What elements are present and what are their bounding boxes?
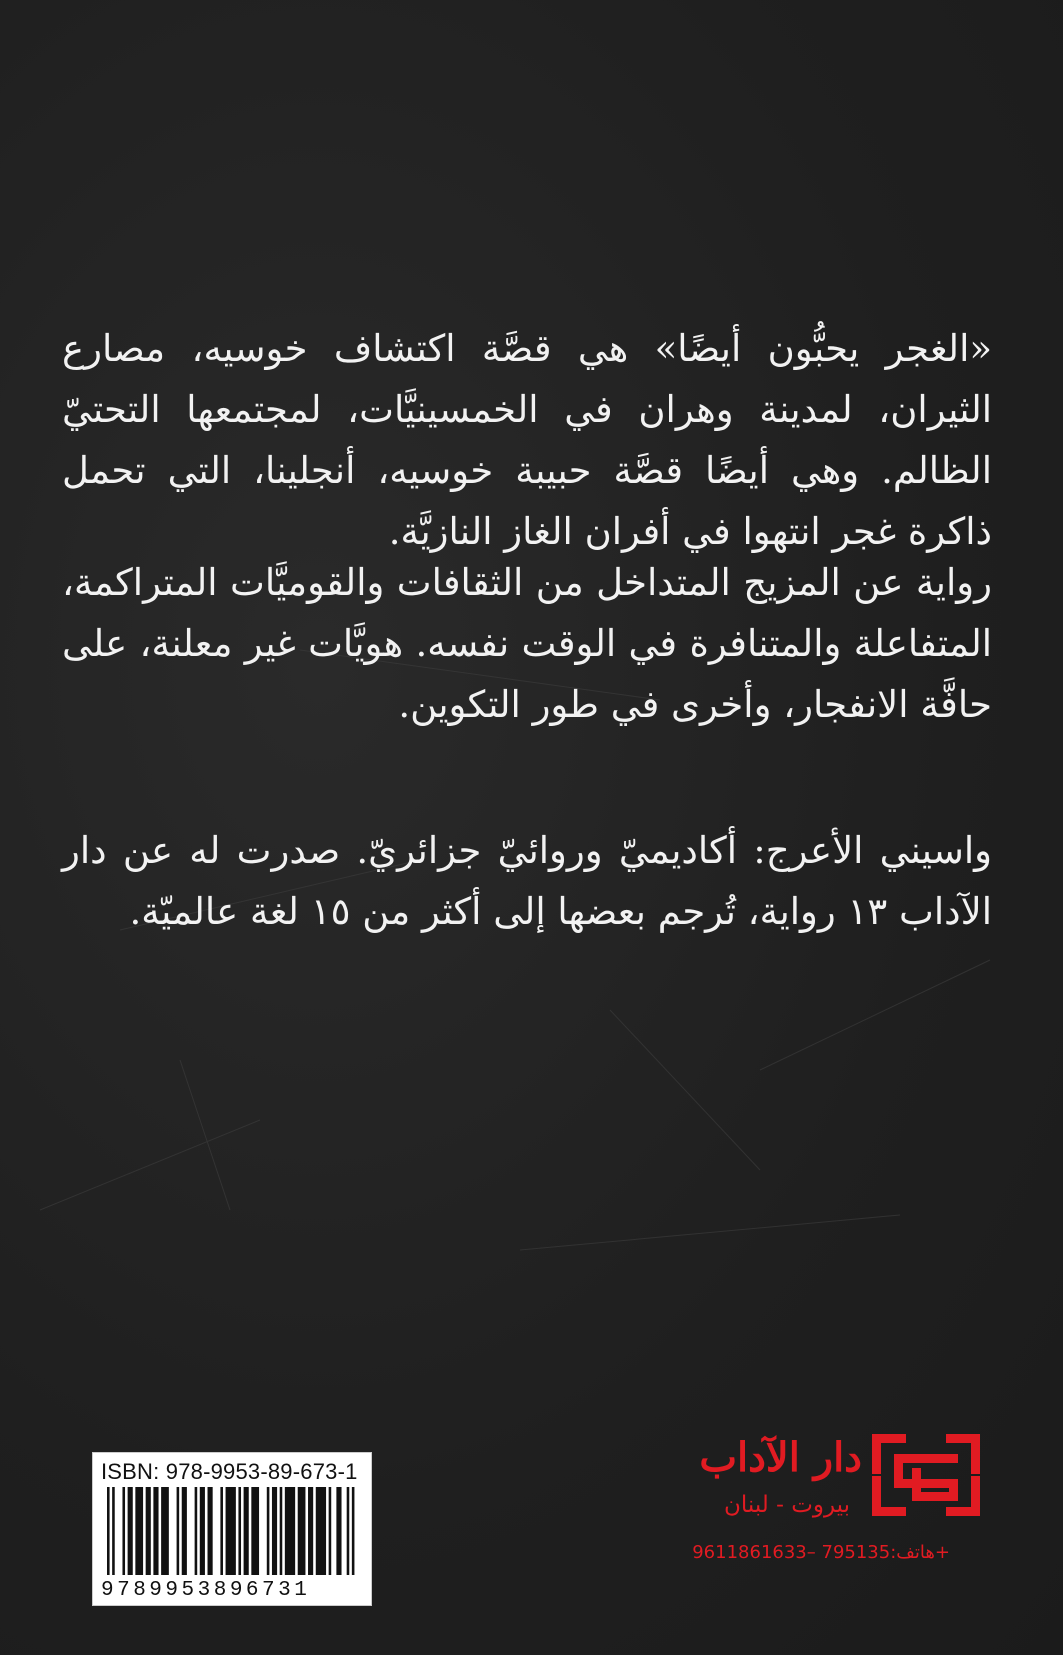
barcode-bar (220, 1487, 223, 1575)
barcode-bar (146, 1487, 151, 1575)
publisher-phone: هاتف:795135 –9611861633+ (692, 1542, 950, 1563)
barcode-bar (336, 1487, 341, 1575)
barcode-bar (251, 1487, 259, 1575)
barcode-bar (112, 1487, 115, 1575)
blurb-paragraph-2 (62, 552, 992, 735)
barcode-bar (272, 1487, 277, 1575)
barcode-bar (347, 1487, 350, 1575)
barcode-bar (161, 1487, 169, 1575)
barcode-bar (153, 1487, 158, 1575)
barcode-bar (285, 1487, 295, 1575)
barcode-bar (238, 1487, 241, 1575)
barcode-bar (200, 1487, 205, 1575)
barcode-bar (298, 1487, 306, 1575)
barcode-bar (182, 1487, 187, 1575)
barcode-bar (316, 1487, 326, 1575)
barcode-bar (329, 1487, 332, 1575)
barcode-bar (308, 1487, 313, 1575)
isbn-barcode-label (92, 1452, 372, 1606)
isbn-number: ISBN: 978-9953-89-673-1 (101, 1459, 358, 1484)
barcode-digits: 9789953896731 (101, 1579, 311, 1602)
red-square-knot-logo-icon (872, 1434, 980, 1516)
barcode-icon (107, 1487, 357, 1575)
publisher-city: بيروت - لبنان (724, 1492, 850, 1518)
blurb-paragraph-1-text: «الغجر يحبُّون أيضًا» هي قصَّة اكتشاف خوسيه، مصارع الثيران، لمدينة وهران في الخمسينيَّات، لمجتمعها التحتيّ الظالم. وهي أيضًا قصَّة حبيبة خوسيه، أنجلينا، التي تحمل ذاكرة غجر انتهوا في أفران الغاز النازيَّة. (62, 327, 992, 553)
blurb-paragraph-1 (62, 318, 992, 562)
blurb-paragraph-2-text: رواية عن المزيج المتداخل من الثقافات والقوميَّات المتراكمة، المتفاعلة والمتنافرة في الوقت نفسه. هويَّات غير معلنة، على حافَّة الانفجار، وأخرى في طور التكوين. (62, 561, 992, 726)
barcode-bar (267, 1487, 270, 1575)
publisher-block (640, 1432, 980, 1592)
publisher-name: دار الآداب (699, 1434, 862, 1481)
barcode-bar (244, 1487, 249, 1575)
barcode-bar (135, 1487, 143, 1575)
author-bio (62, 820, 992, 942)
barcode-bar (122, 1487, 125, 1575)
barcode-bar (352, 1487, 355, 1575)
barcode-bar (226, 1487, 236, 1575)
author-bio-text: واسيني الأعرج: أكاديميّ وروائيّ جزائريّ. صدرت له عن دار الآداب ١٣ رواية، تُرجم بعضها إلى أكثر من ١٥ لغة عالميّة. (62, 829, 992, 933)
barcode-bar (208, 1487, 213, 1575)
barcode-bar (107, 1487, 110, 1575)
barcode-bar (128, 1487, 133, 1575)
barcode-bar (280, 1487, 283, 1575)
barcode-bar (177, 1487, 180, 1575)
barcode-bar (195, 1487, 198, 1575)
